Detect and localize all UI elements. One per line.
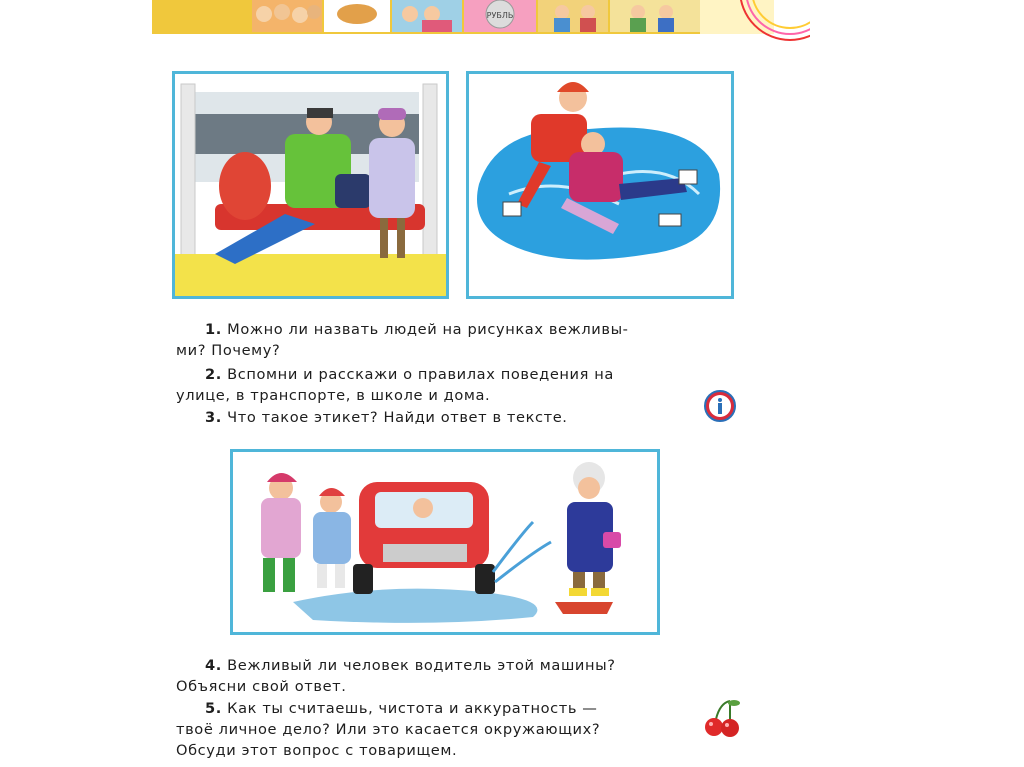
illustration-bus-scene: [172, 71, 449, 299]
question-2-continued: [176, 385, 490, 406]
thumbnail-people: [252, 0, 322, 32]
question-number: 2.: [205, 366, 222, 383]
illustration-ice-skating: [466, 71, 734, 299]
question-5: [205, 698, 597, 719]
question-text: Вежливый ли человек водитель этой машины?: [227, 657, 616, 674]
illustration-car-splash: [230, 449, 660, 635]
question-5-continued: [176, 719, 600, 740]
question-text: Обсуди этот вопрос с товарищем.: [176, 742, 458, 759]
coin-text: РУБЛЬ: [486, 11, 514, 20]
question-text: твоё личное дело? Или это касается окружающих?: [176, 721, 601, 738]
question-number: 5.: [205, 700, 222, 717]
thumbnail-family: [538, 0, 608, 32]
thumbnail-boys: [610, 0, 700, 32]
corner-arc-decoration: [720, 0, 810, 60]
question-text: улице, в транспорте, в школе и дома.: [176, 387, 491, 404]
question-number: 4.: [205, 657, 222, 674]
question-text: Как ты считаешь, чистота и аккуратность —: [227, 700, 598, 717]
question-text: Объясни свой ответ.: [176, 678, 347, 695]
question-1: [205, 319, 629, 340]
question-2: [205, 364, 614, 385]
question-number: 1.: [205, 321, 222, 338]
thumbnail-children: [392, 0, 462, 32]
question-5-continued-2: [176, 740, 457, 761]
question-text: Вспомни и расскажи о правилах поведения на: [227, 366, 614, 383]
cherries-icon: [702, 697, 742, 739]
question-4: [205, 655, 616, 676]
question-3: [205, 407, 568, 428]
question-text: Что такое этикет? Найди ответ в тексте.: [227, 409, 568, 426]
question-4-continued: [176, 676, 347, 697]
question-text: Можно ли назвать людей на рисунках вежливы-: [227, 321, 629, 338]
thumbnail-coin: [464, 0, 536, 32]
thumbnail-bread: [324, 0, 390, 32]
question-1-continued: [176, 340, 280, 361]
top-decorative-strip: [152, 0, 774, 34]
question-number: 3.: [205, 409, 222, 426]
info-icon: [704, 390, 736, 422]
question-text: ми? Почему?: [176, 342, 281, 359]
